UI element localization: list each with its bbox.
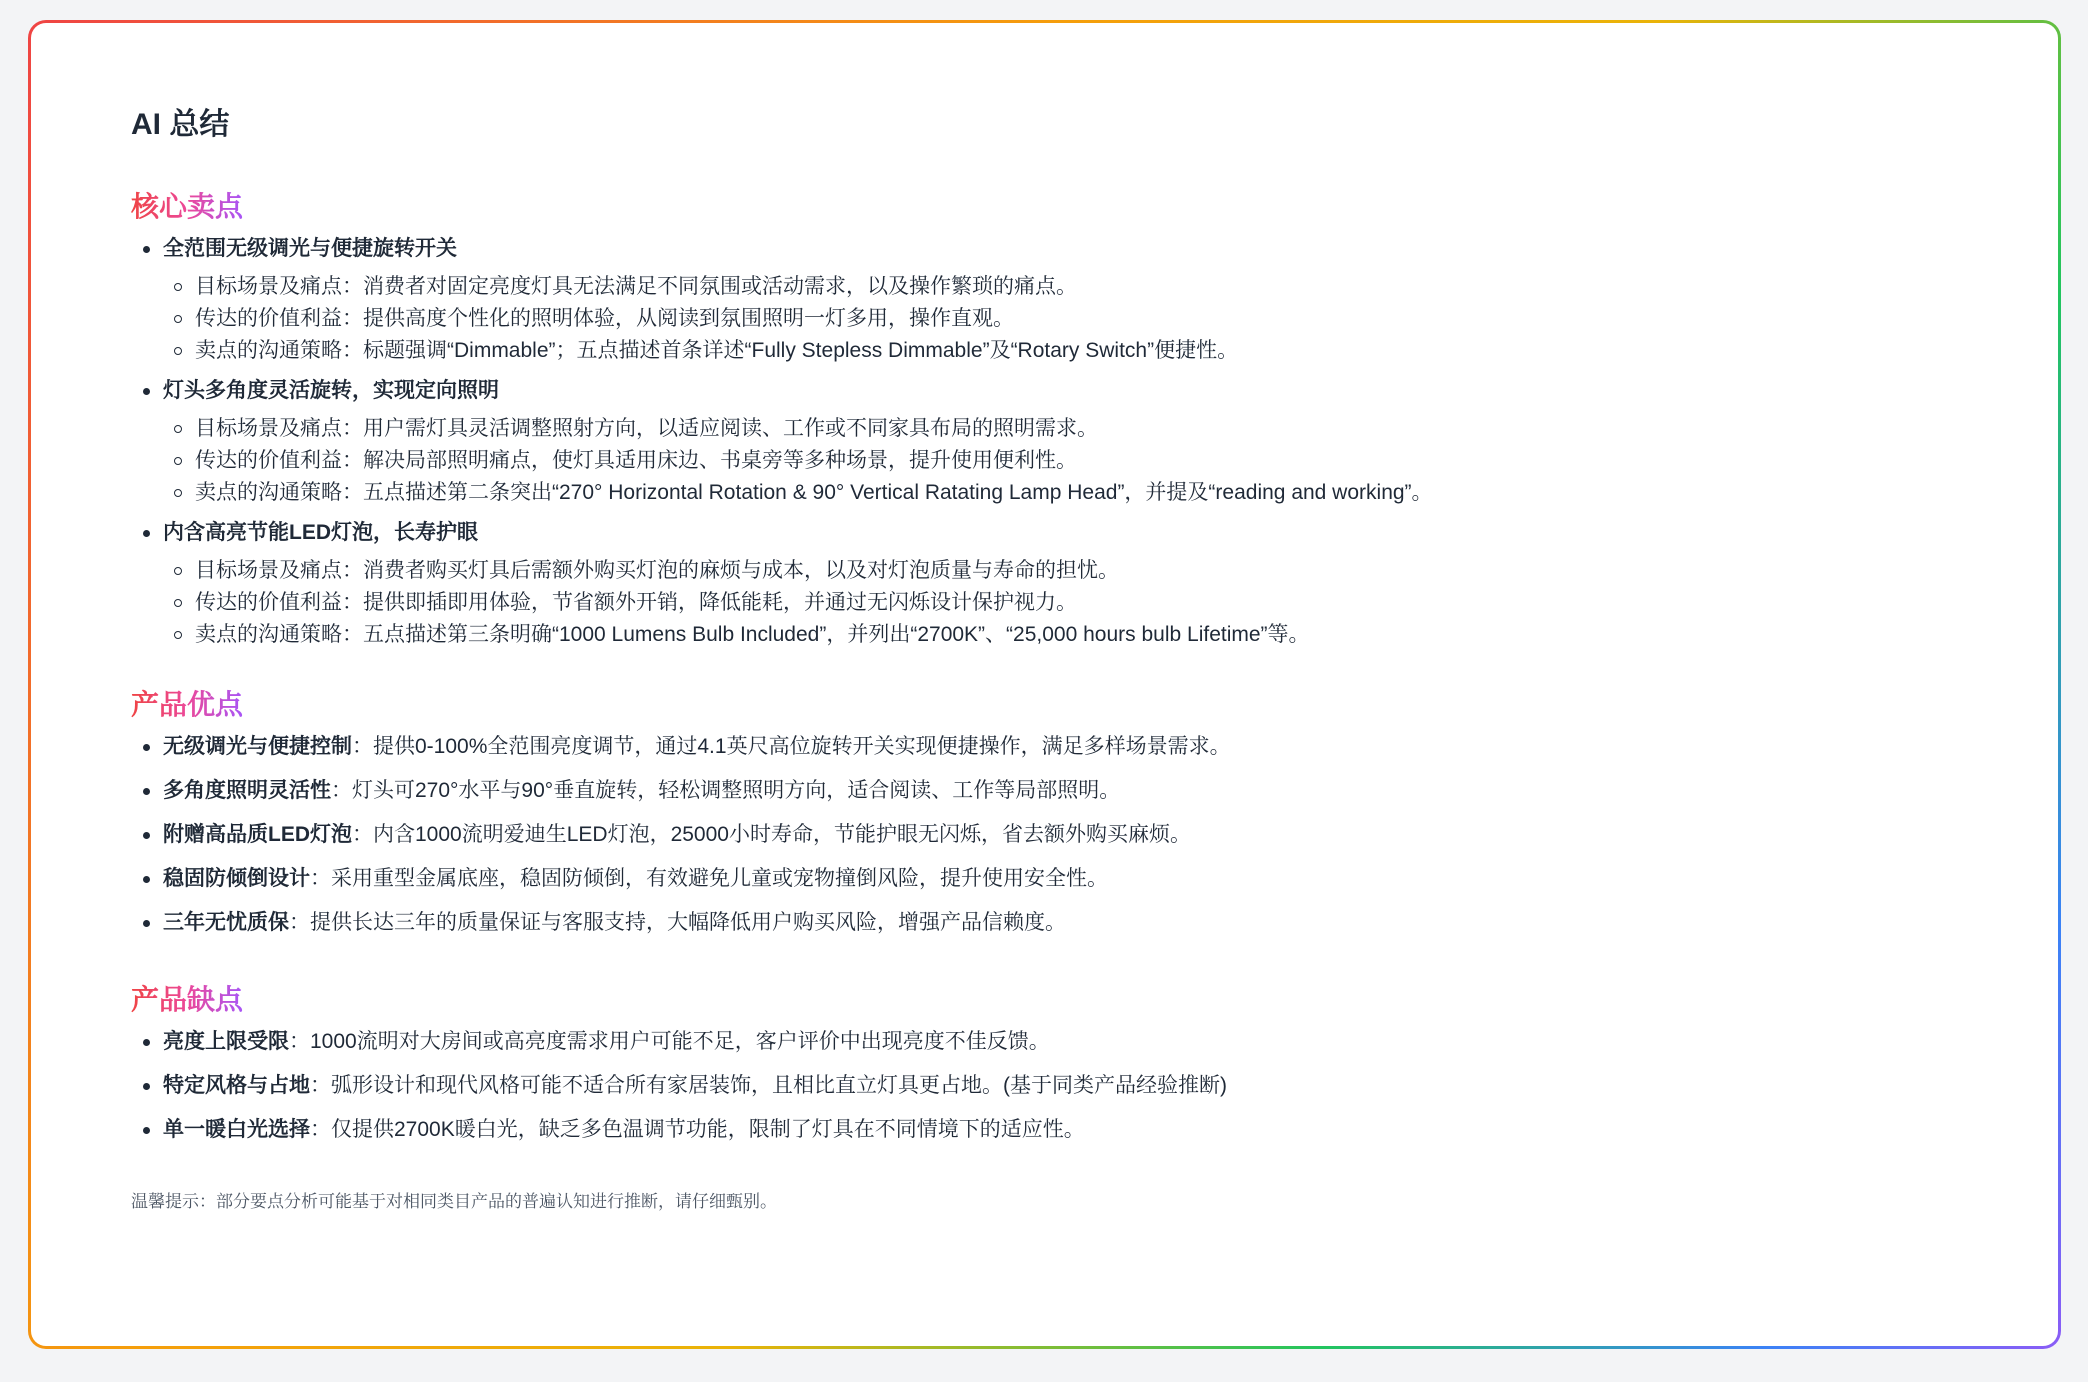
detail-item: 传达的价值利益：提供高度个性化的照明体验，从阅读到氛围照明一灯多用，操作直观。 (131, 303, 2058, 335)
selling-point-title: 内含高亮节能LED灯泡，长寿护眼 (163, 521, 478, 544)
selling-points-heading: 核心卖点 (131, 187, 243, 227)
advantage-item (131, 813, 2058, 857)
selling-points-list (131, 227, 2058, 651)
disadvantage-key: 特定风格与占地 (163, 1074, 310, 1097)
disadvantage-text: ：仅提供2700K暖白光，缺乏多色温调节功能，限制了灯具在不同情境下的适应性。 (310, 1118, 1085, 1141)
detail-item: 卖点的沟通策略：标题强调“Dimmable”；五点描述首条详述“Fully Stepless Dimmable”及“Rotary Switch”便捷性。 (131, 335, 2058, 367)
selling-point-title: 全范围无级调光与便捷旋转开关 (163, 237, 457, 260)
disadvantage-text: ：1000流明对大房间或高亮度需求用户可能不足，客户评价中出现亮度不佳反馈。 (289, 1030, 1050, 1053)
page-title: AI 总结 (131, 108, 230, 141)
summary-card (31, 23, 2058, 1346)
disadvantage-item (131, 1020, 2058, 1064)
disadvantage-key: 单一暖白光选择 (163, 1118, 310, 1141)
detail-item: 目标场景及痛点：消费者购买灯具后需额外购买灯泡的麻烦与成本，以及对灯泡质量与寿命的担忧。 (131, 555, 2058, 587)
selling-point-item (131, 511, 2058, 555)
selling-point-details (131, 413, 2058, 509)
detail-item: 目标场景及痛点：消费者对固定亮度灯具无法满足不同氛围或活动需求，以及操作繁琐的痛点。 (131, 271, 2058, 303)
summary-card-border (28, 20, 2061, 1349)
advantage-text: ：提供长达三年的质量保证与客服支持，大幅降低用户购买风险，增强产品信赖度。 (289, 911, 1066, 934)
advantage-text: ：提供0-100%全范围亮度调节，通过4.1英尺高位旋转开关实现便捷操作，满足多样场景需求。 (352, 735, 1231, 758)
disadvantage-item (131, 1064, 2058, 1108)
advantage-text: ：采用重型金属底座，稳固防倾倒，有效避免儿童或宠物撞倒风险，提升使用安全性。 (310, 867, 1108, 890)
selling-point-details (131, 271, 2058, 367)
disadvantage-key: 亮度上限受限 (163, 1030, 289, 1053)
detail-item: 卖点的沟通策略：五点描述第三条明确“1000 Lumens Bulb Included”，并列出“2700K”、“25,000 hours bulb Lifetime”等。 (131, 619, 2058, 651)
selling-point-item (131, 227, 2058, 271)
detail-item: 传达的价值利益：解决局部照明痛点，使灯具适用床边、书桌旁等多种场景，提升使用便利性。 (131, 445, 2058, 477)
selling-point-item (131, 369, 2058, 413)
advantage-item (131, 725, 2058, 769)
footnote: 温馨提示：部分要点分析可能基于对相同类目产品的普遍认知进行推断，请仔细甄别。 (131, 1192, 777, 1211)
selling-point-details (131, 555, 2058, 651)
detail-item: 目标场景及痛点：用户需灯具灵活调整照射方向，以适应阅读、工作或不同家具布局的照明需求。 (131, 413, 2058, 445)
advantage-key: 无级调光与便捷控制 (163, 735, 352, 758)
advantages-list (131, 725, 2058, 945)
advantage-key: 三年无忧质保 (163, 911, 289, 934)
advantage-item (131, 901, 2058, 945)
advantage-text: ：内含1000流明爱迪生LED灯泡，25000小时寿命，节能护眼无闪烁，省去额外购买麻烦。 (352, 823, 1191, 846)
advantage-item (131, 857, 2058, 901)
disadvantages-heading: 产品缺点 (131, 980, 243, 1020)
disadvantage-text: ：弧形设计和现代风格可能不适合所有家居装饰，且相比直立灯具更占地。(基于同类产品经验推断) (310, 1074, 1227, 1097)
advantage-key: 稳固防倾倒设计 (163, 867, 310, 890)
disadvantage-item (131, 1108, 2058, 1152)
advantage-item (131, 769, 2058, 813)
advantages-section (131, 685, 2058, 945)
advantage-key: 多角度照明灵活性 (163, 779, 331, 802)
detail-item: 传达的价值利益：提供即插即用体验，节省额外开销，降低能耗，并通过无闪烁设计保护视力。 (131, 587, 2058, 619)
advantages-heading: 产品优点 (131, 685, 243, 725)
detail-item: 卖点的沟通策略：五点描述第二条突出“270° Horizontal Rotation & 90° Vertical Ratating Lamp Head”，并提及“reading and working”。 (131, 477, 2058, 509)
advantage-text: ：灯头可270°水平与90°垂直旋转，轻松调整照明方向，适合阅读、工作等局部照明。 (331, 779, 1121, 802)
selling-point-title: 灯头多角度灵活旋转，实现定向照明 (163, 379, 499, 402)
disadvantages-section (131, 980, 2058, 1152)
disadvantages-list (131, 1020, 2058, 1152)
selling-points-section (131, 187, 2058, 651)
advantage-key: 附赠高品质LED灯泡 (163, 823, 352, 846)
